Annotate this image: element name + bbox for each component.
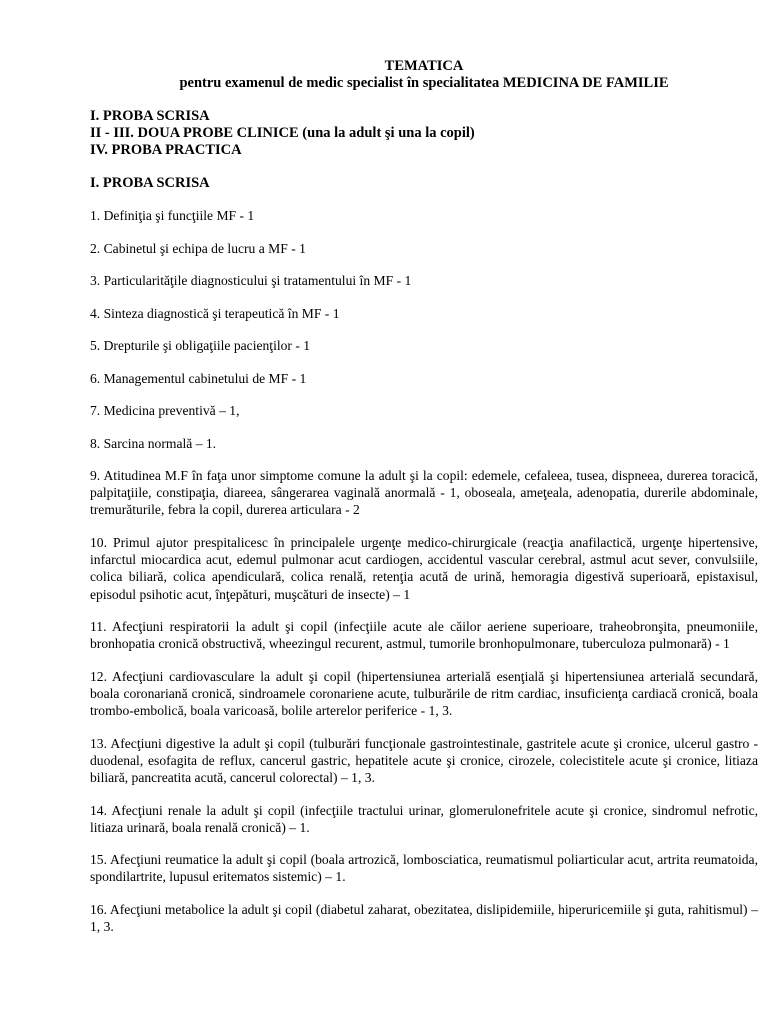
list-item: 2. Cabinetul şi echipa de lucru a MF - 1	[90, 240, 306, 256]
list-item: 14. Afecţiuni renale la adult şi copil (infecţiile tractului urinar, glomerulonefritele acute şi cronice, sindromul nefrotic, litiaza urinară, boala renală cronică) – 1.	[90, 802, 758, 835]
list-item: 12. Afecţiuni cardiovasculare la adult şi copil (hipertensiunea arterială esenţială şi hipertensiunea arterială secundară, boala coronariană cronică, sindroamele coronariene acute, tulburările de ritm cardiac, insuficienţa cardiacă cronică, boala trombo-embolică, boala varicoasă, bolile arterelor periferice - 1, 3.	[90, 668, 758, 719]
section-clinical-exams: II - III. DOUA PROBE CLINICE (una la adult şi una la copil)	[90, 125, 475, 141]
list-item: 1. Definiţia şi funcţiile MF - 1	[90, 208, 255, 223]
list-item: 7. Medicina preventivă – 1,	[90, 403, 240, 418]
document-title: TEMATICA	[384, 58, 464, 74]
section-written-exam: I. PROBA SCRISA	[90, 108, 210, 124]
section-heading-written-exam: I. PROBA SCRISA	[90, 175, 210, 191]
list-item: 6. Managementul cabinetului de MF - 1	[90, 370, 307, 386]
list-item: 13. Afecţiuni digestive la adult şi copil (tulburări funcţionale gastrointestinale, gastritele acute şi cronice, ulcerul gastro - duodenal, esofagita de reflux, cancerul gastric, hepatitele acute şi cronice, cirozele, colecistitele acute şi cronice, litiaza biliară, pancreatita acută, cancerul colorectal) – 1, 3.	[90, 735, 758, 786]
list-item: 15. Afecţiuni reumatice la adult şi copil (boala artrozică, lombosciatica, reumatismul poliarticular acut, artrita reumatoida, spondilartrite, lupusul eritematos sistemic) – 1.	[90, 852, 758, 885]
list-item: 4. Sinteza diagnostică şi terapeutică în MF - 1	[90, 305, 340, 321]
list-item: 11. Afecţiuni respiratorii la adult şi copil (infecţiile acute ale căilor aeriene superioare, traheobronşita, pneumoniile, bronhopatia cronică obstructivă, wheezingul recurent, astmul, tumorile bronhopulmonare, tuberculoza pulmonară) - 1	[90, 619, 758, 652]
list-item: 3. Particularităţile diagnosticului şi tratamentului în MF - 1	[90, 273, 412, 288]
list-item: 8. Sarcina normală – 1.	[90, 435, 217, 451]
list-item: 5. Drepturile şi obligaţiile pacienţilor - 1	[90, 338, 311, 353]
list-item: 10. Primul ajutor prespitalicesc în principalele urgenţe medico-chirurgicale (reacţia anafilactică, urgenţe hipertensive, infarctul miocardica acut, edemul pulmonar acut cardiogen, accidentul vascular cerebral, astmul acut sever, convulsiile, colica biliară, colica apendiculară, colica renală, retenţia acută de urină, hemoragia digestivă superioară, epistaxisul, episodul psihotic acut, înţepături, muşcături de insecte) – 1	[90, 534, 758, 602]
document-page	[90, 58, 758, 951]
list-item: 9. Atitudinea M.F în faţa unor simptome comune la adult şi la copil: edemele, cefaleea, tusea, dispneea, durerea toracică, palpitaţiile, constipaţia, diareea, sângerarea vaginală anormală - 1, oboseala, ameţeala, adenopatia, durerile abdominale, tremurăturile, febra la copil, durerea articulara - 2	[90, 468, 758, 518]
list-item: 16. Afecţiuni metabolice la adult şi copil (diabetul zaharat, obezitatea, dislipidemiile, hiperuricemiile şi guta, rahitismul) – 1, 3.	[90, 901, 758, 935]
section-practical-exam: IV. PROBA PRACTICA	[90, 142, 242, 158]
document-subtitle: pentru examenul de medic specialist în specialitatea MEDICINA DE FAMILIE	[179, 75, 669, 91]
